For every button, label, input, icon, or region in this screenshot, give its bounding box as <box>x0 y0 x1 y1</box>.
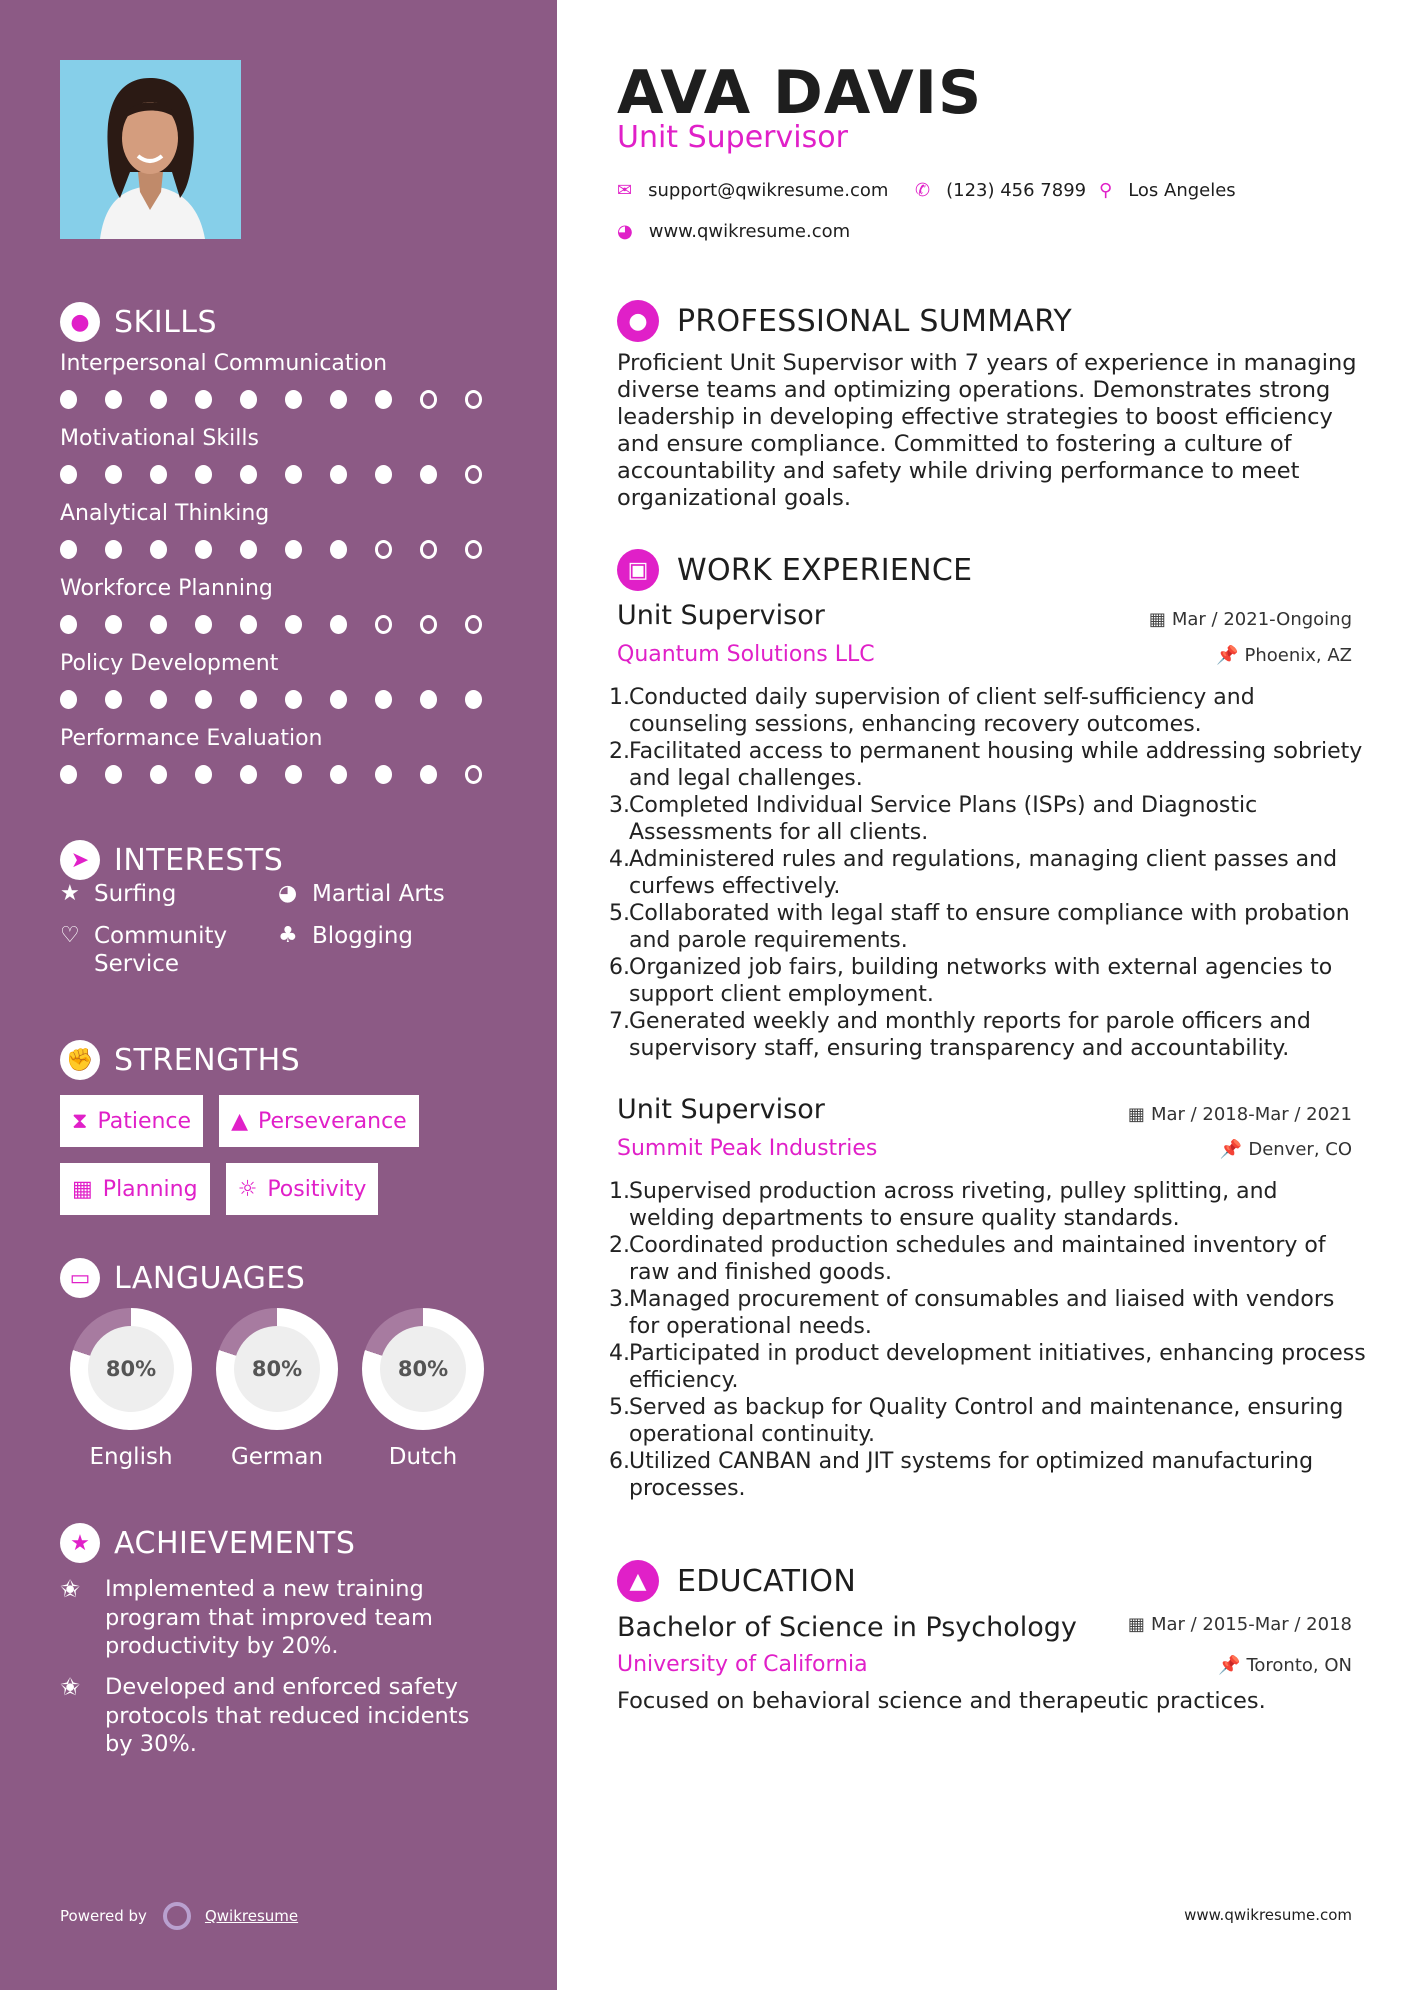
bullet-item: 4. Participated in product development initiatives, enhancing process efficiency. <box>609 1341 1366 1393</box>
job-title: Unit Supervisor <box>617 1094 825 1125</box>
skill-rating <box>60 615 510 634</box>
rating-dot <box>420 540 437 559</box>
bullet-item: 6. Organized job fairs, building networks with external agencies to support client employment. <box>609 955 1333 1007</box>
rating-dot <box>285 690 302 709</box>
mountain-icon: ▲ <box>231 1108 248 1134</box>
job-date: ▦ Mar / 2018-Mar / 2021 <box>1127 1104 1352 1125</box>
envelope-icon: ✉ <box>617 180 633 201</box>
rating-dot <box>105 465 122 484</box>
education-description: Focused on behavioral science and therapeutic practices. <box>617 1688 1266 1714</box>
rating-dot <box>105 390 122 409</box>
profile-photo <box>60 60 241 239</box>
achievement-item: ✬ Developed and enforced safety protocols that reduced incidents by 30%. <box>60 1673 470 1757</box>
brand-link[interactable]: Qwikresume <box>204 1907 299 1925</box>
rating-dot <box>465 765 482 784</box>
skill-name: Motivational Skills <box>60 426 259 451</box>
rating-dot <box>330 615 347 634</box>
skill-rating <box>60 465 510 484</box>
contact-location: ⚲ Los Angeles <box>1099 180 1236 201</box>
rating-dot <box>195 540 212 559</box>
globe-icon: ◕ <box>617 221 633 242</box>
contact-email: ✉ support@qwikresume.com <box>617 180 889 201</box>
rating-dot <box>60 765 77 784</box>
skill-rating <box>60 690 510 709</box>
skill-name: Performance Evaluation <box>60 726 323 751</box>
education-school: University of California <box>617 1652 868 1677</box>
interests-list <box>60 880 530 992</box>
rating-dot <box>285 765 302 784</box>
rating-dot <box>150 465 167 484</box>
rating-dot <box>285 390 302 409</box>
language-item: 80% Dutch <box>350 1308 496 1470</box>
summary-heading: ● PROFESSIONAL SUMMARY <box>617 300 1072 342</box>
rating-dot <box>195 465 212 484</box>
rating-dot <box>375 465 392 484</box>
achievements-heading: ★ ACHIEVEMENTS <box>60 1523 355 1563</box>
rating-dot <box>330 390 347 409</box>
language-item: 80% English <box>58 1308 204 1470</box>
rating-dot <box>420 390 437 409</box>
calendar-icon: ▦ <box>1127 1104 1145 1125</box>
language-item: 80% German <box>204 1308 350 1470</box>
calendar-icon: ▦ <box>72 1176 93 1202</box>
rating-dot <box>60 690 77 709</box>
rating-dot <box>375 540 392 559</box>
rating-dot <box>150 540 167 559</box>
chair-icon: ▣ <box>617 549 659 591</box>
languages-heading: ▭ LANGUAGES <box>60 1258 305 1298</box>
calendar-icon: ▦ <box>1127 1614 1145 1635</box>
bullet-item: 5. Served as backup for Quality Control and maintenance, ensuring operational continuity. <box>609 1395 1344 1447</box>
bullet-item: 3. Managed procurement of consumables and liaised with vendors for operational needs. <box>609 1287 1335 1339</box>
education-location: 📌 Toronto, ON <box>1218 1655 1352 1676</box>
strengths-heading: ✊ STRENGTHS <box>60 1040 300 1080</box>
bullet-item: 1. Supervised production across riveting, pulley splitting, and welding departments to ensure quality standards. <box>609 1179 1278 1231</box>
rating-dot <box>240 465 257 484</box>
language-icon: ▭ <box>60 1258 100 1298</box>
summary-text: Proficient Unit Supervisor with 7 years of experience in managing diverse teams and optimizing operations. Demonstrates strong leadership in developing effective strategies to boost efficiency and ensure compliance. Committed to fostering a culture of accountability and safety while driving performance to meet organizational goals. <box>617 350 1357 511</box>
rating-dot <box>420 765 437 784</box>
education-date: ▦ Mar / 2015-Mar / 2018 <box>1127 1614 1352 1635</box>
graduation-cap-icon: ▲ <box>617 1560 659 1602</box>
sun-icon: ☼ <box>237 1176 258 1202</box>
users-icon: ♣ <box>278 923 298 948</box>
rating-dot <box>285 540 302 559</box>
strength-tag: ▦ Planning <box>60 1163 210 1215</box>
strength-tag: ☼ Positivity <box>226 1163 379 1215</box>
bullet-item: 5. Collaborated with legal staff to ensure compliance with probation and parole requirements. <box>609 901 1350 953</box>
rating-dot <box>240 390 257 409</box>
rating-dot <box>420 690 437 709</box>
achievement-item: ✬ Implemented a new training program that improved team productivity by 20%. <box>60 1575 433 1659</box>
job-date: ▦ Mar / 2021-Ongoing <box>1148 609 1352 630</box>
footer-url[interactable]: www.qwikresume.com <box>1184 1906 1352 1924</box>
rating-dot <box>420 615 437 634</box>
contact-phone: ✆ (123) 456 7899 <box>915 180 1087 201</box>
bullet-item: 6. Utilized CANBAN and JIT systems for optimized manufacturing processes. <box>609 1449 1314 1501</box>
rating-dot <box>375 765 392 784</box>
strength-tag: ▲ Perseverance <box>219 1095 419 1147</box>
skill-name: Workforce Planning <box>60 576 273 601</box>
skill-row <box>60 500 510 559</box>
rating-dot <box>465 540 482 559</box>
rating-dot <box>240 765 257 784</box>
star-icon: ★ <box>60 881 80 906</box>
rating-dot <box>375 390 392 409</box>
rating-dot <box>330 765 347 784</box>
rating-dot <box>375 615 392 634</box>
education-heading: ▲ EDUCATION <box>617 1560 856 1602</box>
powered-by: Powered by Qwikresume <box>60 1902 298 1930</box>
rating-dot <box>465 690 482 709</box>
job-bullets <box>609 684 1369 1062</box>
skill-row <box>60 425 510 484</box>
job-location: 📌 Phoenix, AZ <box>1216 645 1352 666</box>
badge-icon: ★ <box>60 1523 100 1563</box>
job-company: Summit Peak Industries <box>617 1136 878 1161</box>
hourglass-icon: ⧗ <box>72 1108 88 1134</box>
rating-dot <box>150 765 167 784</box>
strengths-list <box>60 1095 520 1215</box>
bullet-item: 2. Facilitated access to permanent housing while addressing sobriety and legal challenges. <box>609 739 1363 791</box>
rating-dot <box>60 390 77 409</box>
job-bullets <box>609 1178 1369 1502</box>
candidate-role: Unit Supervisor <box>617 120 848 155</box>
qwikresume-logo-icon <box>163 1902 191 1930</box>
interest-item: ◕ Martial Arts <box>278 881 445 907</box>
language-ring: 80% <box>70 1308 192 1430</box>
rating-dot <box>330 690 347 709</box>
phone-icon: ✆ <box>915 180 931 201</box>
interest-item: ★ Surfing <box>60 881 177 907</box>
candidate-name: AVA DAVIS <box>617 58 983 128</box>
languages-list <box>58 1308 496 1470</box>
interest-item: ♡ Community Service <box>60 923 228 977</box>
skill-rating <box>60 390 510 409</box>
rating-dot <box>60 540 77 559</box>
rating-dot <box>60 465 77 484</box>
fist-icon: ✊ <box>60 1040 100 1080</box>
rating-dot <box>195 615 212 634</box>
bullet-item: 3. Completed Individual Service Plans (ISPs) and Diagnostic Assessments for all clients. <box>609 793 1258 845</box>
skill-row <box>60 650 510 709</box>
globe-icon: ◕ <box>278 881 298 906</box>
stars-icon: ✬ <box>60 1575 81 1603</box>
bullet-item: 2. Coordinated production schedules and maintained inventory of raw and finished goods. <box>609 1233 1326 1285</box>
rating-dot <box>105 690 122 709</box>
rating-dot <box>465 390 482 409</box>
rating-dot <box>420 465 437 484</box>
rating-dot <box>330 465 347 484</box>
pin-icon: 📌 <box>1219 1139 1243 1160</box>
sidebar <box>0 0 557 1990</box>
interests-heading: ➤ INTERESTS <box>60 840 283 880</box>
rating-dot <box>465 615 482 634</box>
strength-tag: ⧗ Patience <box>60 1095 203 1147</box>
main-content <box>557 0 1407 1990</box>
rating-dot <box>195 765 212 784</box>
map-pin-icon: ⚲ <box>1099 180 1113 201</box>
skill-name: Analytical Thinking <box>60 501 270 526</box>
skill-name: Policy Development <box>60 651 279 676</box>
rating-dot <box>195 690 212 709</box>
skills-heading: ● SKILLS <box>60 302 217 342</box>
skill-row <box>60 725 510 784</box>
rating-dot <box>105 540 122 559</box>
user-icon: ● <box>617 300 659 342</box>
rating-dot <box>465 465 482 484</box>
rating-dot <box>330 540 347 559</box>
rating-dot <box>105 615 122 634</box>
job-location: 📌 Denver, CO <box>1219 1139 1352 1160</box>
interest-item: ♣ Blogging <box>278 923 414 949</box>
bullet-item: 1. Conducted daily supervision of client self-sufficiency and counseling sessions, enhancing recovery outcomes. <box>609 685 1255 737</box>
pin-icon: 📌 <box>1216 645 1239 666</box>
education-degree: Bachelor of Science in Psychology <box>617 1612 1077 1643</box>
language-ring: 80% <box>216 1308 338 1430</box>
paper-plane-icon: ➤ <box>60 840 100 880</box>
hand-icon: ♡ <box>60 923 80 948</box>
skill-row <box>60 350 510 409</box>
skill-row <box>60 575 510 634</box>
rating-dot <box>285 615 302 634</box>
skill-name: Interpersonal Communication <box>60 351 388 376</box>
skill-rating <box>60 765 510 784</box>
rating-dot <box>150 690 167 709</box>
rating-dot <box>195 390 212 409</box>
rating-dot <box>150 390 167 409</box>
calendar-icon: ▦ <box>1148 609 1166 630</box>
job-company: Quantum Solutions LLC <box>617 642 875 667</box>
rating-dot <box>105 765 122 784</box>
rating-dot <box>285 465 302 484</box>
rating-dot <box>240 540 257 559</box>
rating-dot <box>240 690 257 709</box>
bullet-item: 7. Generated weekly and monthly reports for parole officers and supervisory staff, ensuring transparency and accountability. <box>609 1009 1311 1061</box>
rating-dot <box>375 690 392 709</box>
rating-dot <box>150 615 167 634</box>
rating-dot <box>60 615 77 634</box>
language-ring: 80% <box>362 1308 484 1430</box>
contact-website: ◕ www.qwikresume.com <box>617 221 851 242</box>
lightbulb-icon: ● <box>60 302 100 342</box>
experience-heading: ▣ WORK EXPERIENCE <box>617 549 972 591</box>
skill-rating <box>60 540 510 559</box>
job-title: Unit Supervisor <box>617 600 825 631</box>
stars-icon: ✬ <box>60 1673 81 1701</box>
bullet-item: 4. Administered rules and regulations, managing client passes and curfews effectively. <box>609 847 1338 899</box>
pin-icon: 📌 <box>1218 1655 1241 1676</box>
rating-dot <box>240 615 257 634</box>
